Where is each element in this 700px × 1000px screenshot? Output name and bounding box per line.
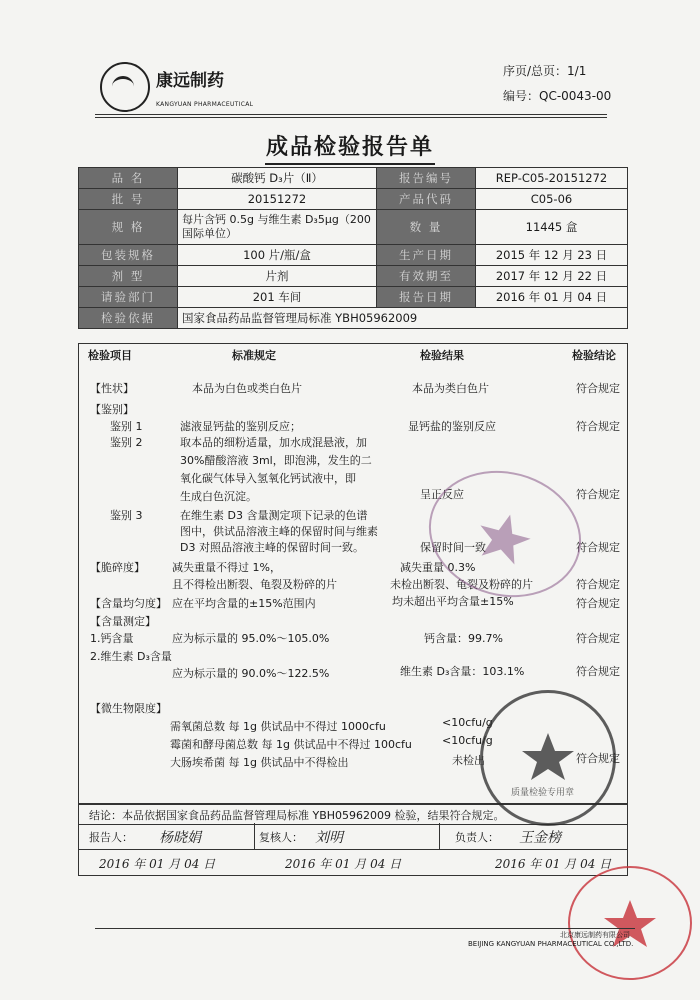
result-vitamin-d3: 维生素 D₃含量：103.1% <box>400 665 525 678</box>
label-product-name: 品 名 <box>79 168 178 189</box>
item-ident-2: 鉴别 2 <box>110 436 143 449</box>
signature-divider <box>439 823 440 849</box>
manager-date: 2016 年 01 月 04 日 <box>495 857 612 871</box>
info-row <box>79 189 628 210</box>
packaging: 100 片/瓶/盒 <box>178 245 377 266</box>
quantity: 11445 盒 <box>476 210 628 245</box>
quality-seal-stamp <box>480 690 616 826</box>
department: 201 车间 <box>178 287 377 308</box>
seal-star-icon <box>483 693 613 823</box>
label-report-date: 报告日期 <box>377 287 476 308</box>
page-info: 序页/总页：1/1 <box>503 64 587 78</box>
reviewer-signature: 刘明 <box>315 830 343 846</box>
label-department: 请验部门 <box>79 287 178 308</box>
header-divider-2 <box>95 117 607 118</box>
manager-signature: 王金榜 <box>519 830 561 846</box>
document-number: 编号：QC-0043-00 <box>503 89 612 103</box>
section-assay: 【含量测定】 <box>90 615 156 628</box>
info-row <box>79 210 628 245</box>
std-vitamin-d3: 应为标示量的 90.0%～122.5% <box>172 667 330 680</box>
std-ident-3-line2: 图中，供试品溶液主峰的保留时间与维素 <box>180 525 378 538</box>
label-batch: 批 号 <box>79 189 178 210</box>
col-header-item: 检验项目 <box>88 349 132 362</box>
concl-ident-3: 符合规定 <box>576 541 620 554</box>
red-seal-stamp <box>568 866 692 980</box>
result-ident-2: 呈正反应 <box>420 488 464 501</box>
report-no: REP-C05-20151272 <box>476 168 628 189</box>
info-row <box>79 245 628 266</box>
std-ident-2-line3: 氧化碳气体导入氢氧化钙试液中，即 <box>180 472 356 485</box>
concl-ident-1: 符合规定 <box>576 420 620 433</box>
header-divider <box>95 114 607 115</box>
concl-vitamin-d3: 符合规定 <box>576 665 620 678</box>
manager-label: 负责人： <box>455 831 499 844</box>
section-microbial: 【微生物限度】 <box>90 702 167 715</box>
report-date: 2016 年 01 月 04 日 <box>476 287 628 308</box>
info-row <box>79 168 628 189</box>
report-title: 成品检验报告单 <box>265 135 434 160</box>
item-appearance: 【性状】 <box>90 382 134 395</box>
spec: 每片含钙 0.5g 与维生素 D₃5μg（200 国际单位） <box>178 210 377 245</box>
concl-friability: 符合规定 <box>576 578 620 591</box>
company-name: 康远制药 <box>156 71 224 91</box>
expiry-date: 2017 年 12 月 22 日 <box>476 266 628 287</box>
concl-microbial: 符合规定 <box>576 752 620 765</box>
col-header-result: 检验结果 <box>420 349 464 362</box>
footer-divider <box>95 928 635 929</box>
std-appearance: 本品为白色或类白色片 <box>192 382 302 395</box>
company-name-en: KANGYUAN PHARMACEUTICAL <box>156 101 254 108</box>
reporter-signature: 杨晓娟 <box>159 830 201 846</box>
std-yeast-mold: 霉菌和酵母菌总数 每 1g 供试品中不得过 100cfu <box>170 738 412 751</box>
result-ecoli: 未检出 <box>452 754 485 767</box>
col-header-standard: 标准规定 <box>232 349 276 362</box>
item-uniformity: 【含量均匀度】 <box>90 597 167 610</box>
std-ident-2-line4: 生成白色沉淀。 <box>180 490 257 503</box>
product-info-table <box>78 167 628 329</box>
result-calcium: 钙含量：99.7% <box>424 632 503 645</box>
reporter-date: 2016 年 01 月 04 日 <box>99 857 216 871</box>
result-uniformity: 均未超出平均含量±15% <box>392 595 514 608</box>
production-date: 2015 年 12 月 23 日 <box>476 245 628 266</box>
conclusion-text: 结论：本品依据国家食品药品监督管理局标准 YBH05962009 检验，结果符合规定。 <box>89 809 505 822</box>
concl-ident-2: 符合规定 <box>576 488 620 501</box>
item-vitamin-d3: 2.维生素 D₃含量 <box>90 650 172 663</box>
reporter-label: 报告人： <box>89 831 133 844</box>
result-ident-1: 显钙盐的鉴别反应 <box>408 420 496 433</box>
seal-star-icon <box>570 868 690 978</box>
date-row <box>78 849 628 876</box>
reviewer-label: 复核人： <box>259 831 303 844</box>
std-ident-3-line1: 在维生素 D3 含量测定项下记录的色谱 <box>180 509 368 522</box>
signature-divider <box>254 823 255 849</box>
std-ecoli: 大肠埃希菌 每 1g 供试品中不得检出 <box>170 756 349 769</box>
label-report-no: 报告编号 <box>377 168 476 189</box>
label-quantity: 数 量 <box>377 210 476 245</box>
result-yeast-mold: <10cfu/g <box>442 734 493 747</box>
std-aerobic: 需氧菌总数 每 1g 供试品中不得过 1000cfu <box>170 720 386 733</box>
result-appearance: 本品为类白色片 <box>412 382 489 395</box>
result-aerobic: <10cfu/g <box>442 716 493 729</box>
std-ident-1: 滤液显钙盐的鉴别反应； <box>180 420 301 433</box>
concl-calcium: 符合规定 <box>576 632 620 645</box>
info-row <box>79 287 628 308</box>
item-calcium: 1.钙含量 <box>90 632 134 645</box>
result-friability-1: 减失重量 0.3% <box>400 561 476 574</box>
section-identification: 【鉴别】 <box>90 403 134 416</box>
reviewer-date: 2016 年 01 月 04 日 <box>285 857 402 871</box>
std-ident-2-line1: 取本品的细粉适量，加水成混悬液，加 <box>180 436 367 449</box>
label-expiry: 有效期至 <box>377 266 476 287</box>
std-friability-2: 且不得检出断裂、龟裂及粉碎的片 <box>172 578 337 591</box>
quality-seal-text: 质量检验专用章 <box>511 788 575 798</box>
std-uniformity: 应在平均含量的±15%范围内 <box>172 597 316 610</box>
signature-row <box>78 823 628 850</box>
concl-appearance: 符合规定 <box>576 382 620 395</box>
product-code: C05-06 <box>476 189 628 210</box>
col-header-conclusion: 检验结论 <box>572 349 616 362</box>
std-ident-3-line3: D3 对照品溶液主峰的保留时间一致。 <box>180 541 364 554</box>
info-row <box>79 266 628 287</box>
footer-company-cn: 北京康远制药有限公司 <box>560 931 630 939</box>
std-calcium: 应为标示量的 95.0%～105.0% <box>172 632 330 645</box>
std-friability-1: 减失重量不得过 1%， <box>172 561 281 574</box>
logo-mark-icon <box>112 76 134 97</box>
item-friability: 【脆碎度】 <box>90 561 145 574</box>
item-ident-1: 鉴别 1 <box>110 420 143 433</box>
label-basis: 检验依据 <box>79 308 178 329</box>
dosage-form: 片剂 <box>178 266 377 287</box>
result-friability-2: 未检出断裂、龟裂及粉碎的片 <box>390 578 533 591</box>
std-ident-2-line2: 30%醋酸溶液 3ml，即泡沸，发生的二 <box>180 454 372 467</box>
label-spec: 规 格 <box>79 210 178 245</box>
info-row <box>79 308 628 329</box>
label-packaging: 包装规格 <box>79 245 178 266</box>
product-name: 碳酸钙 D₃片（Ⅱ） <box>178 168 377 189</box>
footer-company-en: BEIJING KANGYUAN PHARMACEUTICAL CO.,LTD. <box>468 940 634 948</box>
concl-uniformity: 符合规定 <box>576 597 620 610</box>
label-dosage-form: 剂 型 <box>79 266 178 287</box>
item-ident-3: 鉴别 3 <box>110 509 143 522</box>
title-underline <box>265 163 435 165</box>
batch-no: 20151272 <box>178 189 377 210</box>
label-product-code: 产品代码 <box>377 189 476 210</box>
inspection-basis: 国家食品药品监督管理局标准 YBH05962009 <box>178 308 628 329</box>
result-ident-3: 保留时间一致 <box>420 541 486 554</box>
label-production-date: 生产日期 <box>377 245 476 266</box>
